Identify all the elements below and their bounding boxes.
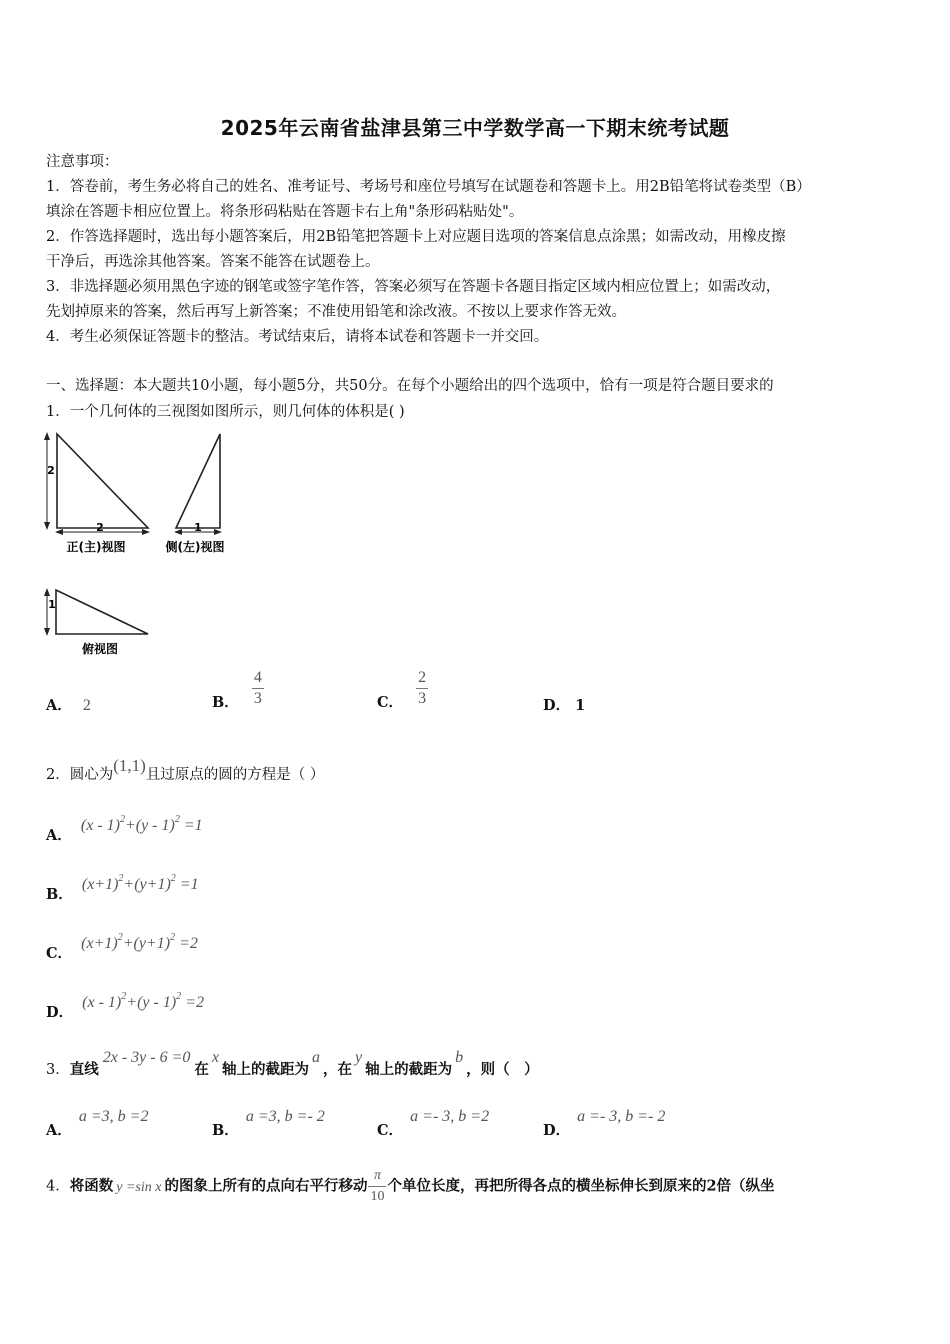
section-heading: 一、选择题：本大题共10小题，每小题5分，共50分。在每个小题给出的四个选项中，恰有一项是符合题目要求的 <box>46 378 774 394</box>
q2-center: (1,1) <box>113 756 146 775</box>
side-view-label: 侧(左)视图 <box>165 540 225 554</box>
notice-line: 2．作答选择题时，选出每小题答案后，用2B铅笔把答题卡上对应题目选项的答案信息点涂黑；如需改动，用橡皮擦 <box>46 229 786 245</box>
side-view-triangle <box>176 434 220 528</box>
side-width-label: 1 <box>194 521 202 534</box>
arrow-down-icon <box>44 522 50 530</box>
fraction: $\frac{2}{3}$ <box>418 669 427 707</box>
q3-option-b[interactable]: B． a =3, b =- 2 <box>212 1108 325 1139</box>
q3-option-d[interactable]: D． a =- 3, b =- 2 <box>543 1108 666 1139</box>
q2-stem: 2．圆心为(1,1)且过原点的圆的方程是（ ） <box>46 756 325 783</box>
arrow-up-icon <box>44 588 50 596</box>
front-view-label: 正(主)视图 <box>66 540 126 554</box>
arrow-right-icon <box>142 529 150 535</box>
arrow-left-icon <box>55 529 63 535</box>
front-height-label: 2 <box>47 464 55 477</box>
notice-line: 干净后，再选涂其他答案。答案不能答在试题卷上。 <box>46 254 380 270</box>
notice-line: 先划掉原来的答案，然后再写上新答案；不准使用铅笔和涂改液。不按以上要求作答无效。 <box>46 304 626 320</box>
top-view-label: 俯视图 <box>81 642 119 656</box>
fraction: $\frac{\pi}{10}$ <box>370 1168 385 1204</box>
front-width-label: 2 <box>96 521 104 534</box>
top-height-label: 1 <box>48 598 56 611</box>
q1-option-b[interactable]: B． $\frac{4}{3}$ <box>212 669 262 711</box>
q2-option-a[interactable]: A． (x - 1)$^2$+(y - 1)$^2$ =1 <box>46 814 203 844</box>
page-title: 2025年云南省盐津县第三中学数学高一下期末统考试题 <box>220 116 730 140</box>
q4-stem: 4．将函数 y =sin x 的图象上所有的点向右平行移动 $\frac{\pi}{10}$ 个单位长度，再把所得各点的横坐标伸长到原来的2倍（纵坐 <box>46 1166 775 1207</box>
q3-option-c[interactable]: C． a =- 3, b =2 <box>377 1108 490 1139</box>
notice-line: 3．非选择题必须用黑色字迹的钢笔或签字笔作答，答案必须写在答题卡各题目指定区域内相应位置上；如需改动， <box>46 279 781 295</box>
arrow-left-icon <box>174 529 182 535</box>
q1-option-a[interactable]: A． 2 <box>46 697 91 714</box>
q1-stem: 1．一个几何体的三视图如图所示，则几何体的体积是( ) <box>46 404 405 420</box>
q2-option-c[interactable]: C． $(x+1)^2+(y+1)^2 =2$ <box>46 932 198 962</box>
q1-option-c[interactable]: C． $\frac{2}{3}$ <box>377 669 427 711</box>
q3-option-a[interactable]: A． a =3, b =2 <box>46 1108 149 1139</box>
notice-line: 1．答卷前，考生务必将自己的姓名、准考证号、考场号和座位号填写在试题卷和答题卡上。用2B铅笔将试卷类型（B） <box>46 179 811 195</box>
notice-heading: 注意事项： <box>46 154 119 170</box>
notice-line: 填涂在答题卡相应位置上。将条形码粘贴在答题卡右上角"条形码粘贴处"。 <box>46 204 524 220</box>
arrow-up-icon <box>44 432 50 440</box>
q3-stem: 3．直线2x - 3y - 6 =0在x轴上的截距为a，在y轴上的截距为b，则（ ） <box>46 1049 539 1078</box>
q1-option-d[interactable]: D． 1 <box>543 697 586 714</box>
fraction: $\frac{4}{3}$ <box>253 669 262 707</box>
three-view-figure <box>38 428 238 663</box>
arrow-down-icon <box>44 628 50 636</box>
q2-option-d[interactable]: D． (x - 1)$^2$+(y - 1)$^2$ =2 <box>46 991 204 1021</box>
arrow-right-icon <box>214 529 222 535</box>
front-view-triangle <box>57 434 148 528</box>
notice-line: 4．考生必须保证答题卡的整洁。考试结束后，请将本试卷和答题卡一并交回。 <box>46 329 549 345</box>
top-view-triangle <box>56 590 148 634</box>
q2-option-b[interactable]: B． $(x+1)^2+(y+1)^2 =1$ <box>46 873 199 903</box>
